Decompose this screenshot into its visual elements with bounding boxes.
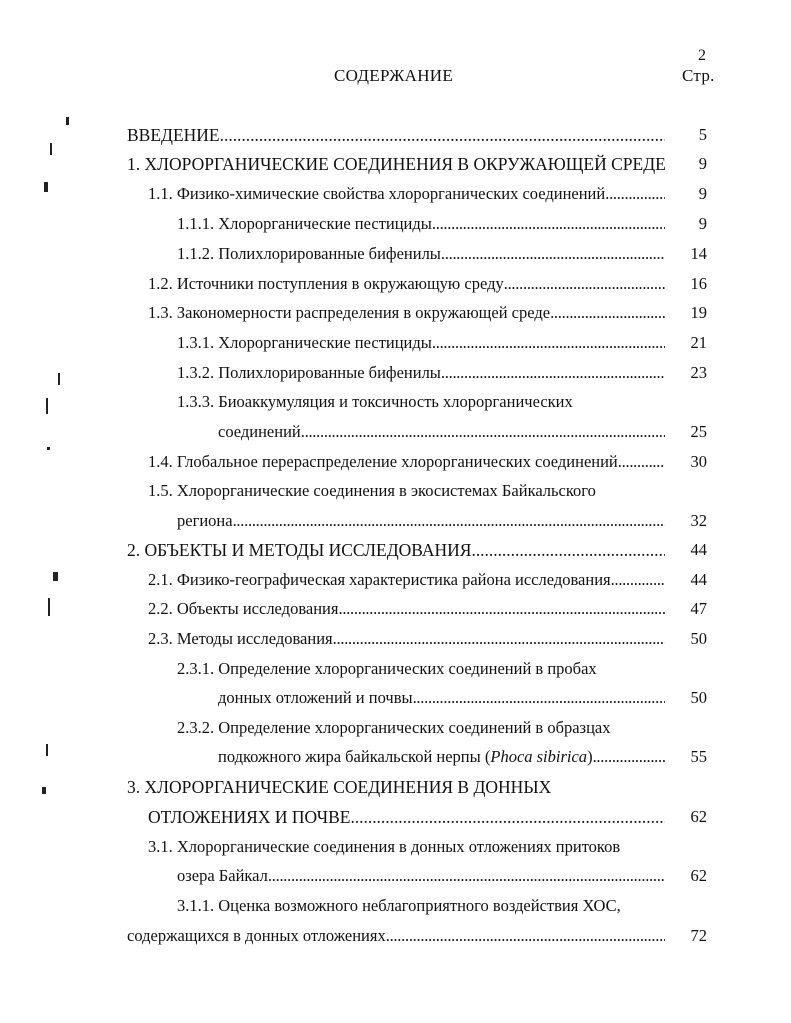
dot-leader [413,687,665,709]
scan-mark [42,787,46,794]
toc-entry-label: 1.1. Физико-химические свойства хлорорганических соединений [148,184,606,203]
toc-entry-label-cont: подкожного жира байкальской нерпы (Phoca sibirica) [218,747,593,766]
toc-entry-label: 1.1.1. Хлорорганические пестициды [177,214,432,233]
toc-entry-label: ВВЕДЕНИЕ [127,125,220,145]
dot-leader [432,332,665,354]
toc-entry-page: 19 [690,303,707,322]
toc-entry-page: 55 [690,747,707,766]
toc-entry[interactable] [218,421,665,443]
dot-leader [605,183,665,205]
toc-entry[interactable] [148,598,665,620]
dot-leader [504,273,665,295]
dot-leader [338,598,665,620]
toc-entry[interactable] [218,746,665,768]
dot-leader [268,865,665,887]
toc-entry-page: 14 [690,244,707,263]
toc-entry-label: 2.3. Методы исследования [148,629,333,648]
toc-entry[interactable] [148,451,665,473]
page-number: 2 [698,47,706,64]
scan-mark [46,744,48,756]
toc-entry[interactable] [177,510,665,532]
toc-entry-label-cont: донных отложений и почвы [218,688,413,707]
toc-entry-label-cont: региона [177,511,233,530]
toc-entry-label[interactable]: 2.3.1. Определение хлорорганических соединений в пробах [177,659,597,678]
toc-entry-page: 62 [690,807,707,826]
toc-entry-label: 1.3.2. Полихлорированные бифенилы [177,363,441,382]
toc-entry-page: 32 [690,511,707,530]
toc-entry[interactable] [148,569,665,591]
toc-entry-label-cont: соединений [218,422,301,441]
toc-entry[interactable] [148,302,665,324]
toc-entry-page: 21 [690,333,707,352]
dot-leader [233,510,665,532]
toc-entry-page: 62 [690,866,707,885]
toc-entry-page: 9 [698,214,707,233]
dot-leader [333,628,665,650]
toc-entry-label: 1.3.1. Хлорорганические пестициды [177,333,432,352]
toc-entry-label[interactable]: 2.3.2. Определение хлорорганических соединений в образцах [177,718,611,737]
toc-entry-label[interactable]: 1. ХЛОРОРГАНИЧЕСКИЕ СОЕДИНЕНИЯ В ОКРУЖАЮЩЕЙ СРЕДЕ [127,154,666,174]
toc-entry-page: 50 [690,688,707,707]
scan-mark [58,373,60,385]
scan-mark [66,117,69,125]
toc-entry[interactable] [218,687,665,709]
toc-entry[interactable] [177,865,665,887]
toc-entry[interactable] [127,925,665,947]
dot-leader [301,421,665,443]
toc-entry-label: 2. ОБЪЕКТЫ И МЕТОДЫ ИССЛЕДОВАНИЯ [127,540,472,560]
toc-entry-page: 25 [690,422,707,441]
toc-entry-label[interactable]: 3.1.1. Оценка возможного неблагоприятного воздействия ХОС, [177,896,621,915]
dot-leader [593,746,665,768]
page-title: СОДЕРЖАНИЕ [334,66,454,85]
toc-entry-label: 2.1. Физико-географическая характеристика района исследования [148,570,611,589]
toc-entry-page: 30 [690,452,707,471]
scan-mark [44,182,48,192]
toc-entry[interactable] [127,124,665,146]
toc-entry-label[interactable]: 3.1. Хлорорганические соединения в донных отложениях притоков [148,837,621,856]
toc-entry-label-cont: ОТЛОЖЕНИЯХ И ПОЧВЕ [148,807,351,827]
toc-entry-label: 1.3. Закономерности распределения в окружающей среде [148,303,551,322]
toc-entry-page: 47 [690,599,707,618]
toc-entry-page: 9 [698,184,707,203]
dot-leader [441,243,665,265]
scan-mark [46,398,48,414]
toc-entry[interactable] [177,243,665,265]
toc-entry[interactable] [127,539,665,561]
toc-entry-page: 44 [690,540,707,559]
toc-entry-label-cont: озера Байкал [177,866,268,885]
scan-mark [47,447,50,450]
toc-entry[interactable] [177,332,665,354]
dot-leader [386,925,665,947]
toc-entry-label: 1.4. Глобальное перераспределение хлорорганических соединений [148,452,618,471]
toc-entry-page: 72 [690,926,707,945]
toc-entry[interactable] [148,628,665,650]
dot-leader [611,569,665,591]
dot-leader [618,451,665,473]
toc-entry[interactable] [177,213,665,235]
toc-entry-label-cont: содержащихся в донных отложениях [127,926,386,945]
dot-leader [432,213,665,235]
toc-entry-label[interactable]: 1.3.3. Биоаккумуляция и токсичность хлорорганических [177,392,573,411]
species-name: Phoca sibirica [490,747,588,766]
dot-leader [550,302,665,324]
scan-mark [53,572,58,581]
page-column-label: Стр. [682,66,715,85]
dot-leader [350,806,665,828]
toc-entry[interactable] [148,183,665,205]
dot-leader [220,124,665,146]
toc-entry[interactable] [177,362,665,384]
toc-entry-page: 23 [690,363,707,382]
scan-mark [48,598,50,616]
toc-entry-label: 2.2. Объекты исследования [148,599,339,618]
scan-mark [50,143,52,155]
toc-entry-page: 9 [698,154,707,173]
toc-entry-label: 1.2. Источники поступления в окружающую среду [148,274,504,293]
toc-entry-page: 16 [690,274,707,293]
toc-entry-label: 1.1.2. Полихлорированные бифенилы [177,244,441,263]
toc-entry-page: 50 [690,629,707,648]
toc-entry-page: 5 [698,125,707,144]
toc-entry-label[interactable]: 3. ХЛОРОРГАНИЧЕСКИЕ СОЕДИНЕНИЯ В ДОННЫХ [127,777,552,797]
toc-entry-label[interactable]: 1.5. Хлорорганические соединения в экосистемах Байкальского [148,481,596,500]
dot-leader [471,539,665,561]
toc-entry-page: 44 [690,570,707,589]
toc-entry[interactable] [148,806,665,828]
dot-leader [441,362,665,384]
toc-entry[interactable] [148,273,665,295]
